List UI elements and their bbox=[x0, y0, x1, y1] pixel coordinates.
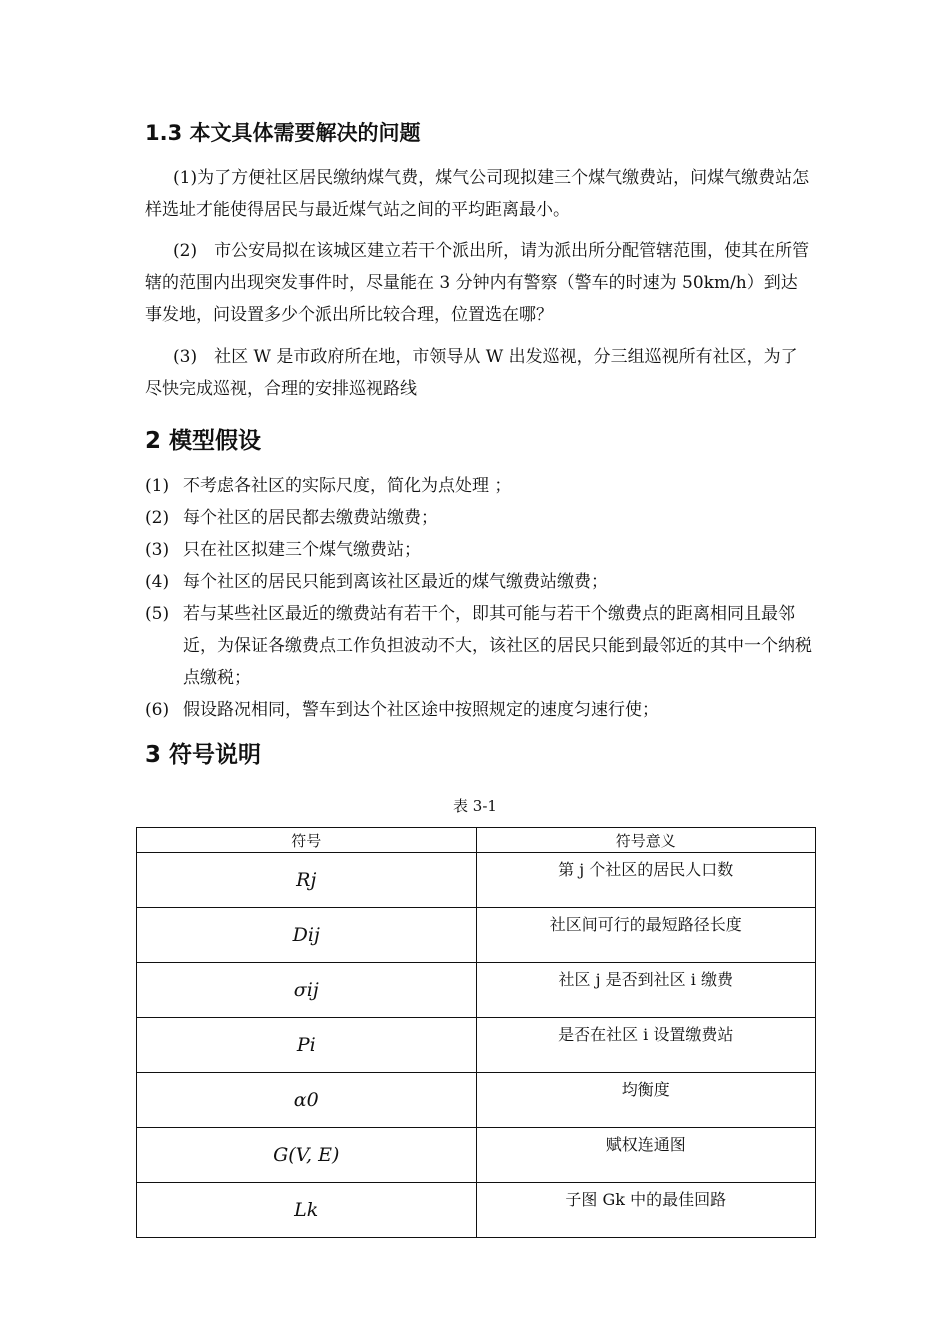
assumption-number: (2) bbox=[145, 508, 170, 528]
table-row bbox=[137, 963, 816, 1018]
assumption-item bbox=[145, 502, 813, 534]
symbol-cell: α0 bbox=[137, 1073, 477, 1128]
section-3-heading: 3 符号说明 bbox=[145, 742, 262, 768]
problem-paragraph-1 bbox=[145, 162, 813, 226]
problem-text-2: (2) 市公安局拟在该城区建立若干个派出所，请为派出所分配管辖范围，使其在所管辖的范围内出现突发事件时，尽量能在 3 分钟内有警察（警车的时速为 50km/h）到达事发地，问设置多少个派出所比较合理，位置选在哪？ bbox=[145, 241, 810, 325]
symbol-cell: σij bbox=[137, 963, 477, 1018]
assumption-text: 每个社区的居民都去缴费站缴费； bbox=[183, 508, 438, 528]
table-row bbox=[137, 1018, 816, 1073]
assumption-text: 每个社区的居民只能到离该社区最近的煤气缴费站缴费； bbox=[183, 572, 608, 592]
assumption-item bbox=[145, 694, 813, 726]
table-row bbox=[137, 1073, 816, 1128]
meaning-cell: 赋权连通图 bbox=[476, 1128, 816, 1183]
assumption-text: 只在社区拟建三个煤气缴费站； bbox=[183, 540, 421, 560]
assumption-item bbox=[145, 566, 813, 598]
problem-paragraph-3 bbox=[145, 341, 813, 405]
symbol-cell: Dij bbox=[137, 908, 477, 963]
assumption-list bbox=[145, 470, 813, 726]
section-2-heading: 2 模型假设 bbox=[145, 428, 262, 454]
assumption-item bbox=[145, 534, 813, 566]
assumption-number: (3) bbox=[145, 540, 170, 560]
table-row bbox=[137, 1183, 816, 1238]
meaning-cell: 是否在社区 i 设置缴费站 bbox=[476, 1018, 816, 1073]
meaning-cell: 社区 j 是否到社区 i 缴费 bbox=[476, 963, 816, 1018]
section-1-3-heading: 1.3 本文具体需要解决的问题 bbox=[145, 121, 421, 145]
meaning-cell: 社区间可行的最短路径长度 bbox=[476, 908, 816, 963]
meaning-cell: 第 j 个社区的居民人口数 bbox=[476, 853, 816, 908]
symbol-cell: Lk bbox=[137, 1183, 477, 1238]
problem-text-1: (1)为了方便社区居民缴纳煤气费，煤气公司现拟建三个煤气缴费站，问煤气缴费站怎样选址才能使得居民与最近煤气站之间的平均距离最小。 bbox=[145, 168, 810, 220]
assumption-number: (6) bbox=[145, 700, 170, 720]
assumption-item bbox=[145, 598, 813, 694]
symbol-cell: Pi bbox=[137, 1018, 477, 1073]
symbol-cell: Rj bbox=[137, 853, 477, 908]
problem-paragraph-2 bbox=[145, 235, 813, 331]
problem-text-3: (3) 社区 W 是市政府所在地，市领导从 W 出发巡视，分三组巡视所有社区，为了尽快完成巡视，合理的安排巡视路线 bbox=[145, 347, 798, 399]
assumption-text: 若与某些社区最近的缴费站有若干个，即其可能与若干个缴费点的距离相同且最邻近，为保证各缴费点工作负担波动不大，该社区的居民只能到最邻近的其中一个纳税点缴税； bbox=[183, 604, 812, 688]
assumption-number: (5) bbox=[145, 604, 170, 624]
assumption-item bbox=[145, 470, 813, 502]
column-header-meaning: 符号意义 bbox=[476, 828, 816, 853]
table-row bbox=[137, 853, 816, 908]
meaning-cell: 子图 Gk 中的最佳回路 bbox=[476, 1183, 816, 1238]
table-header-row bbox=[137, 828, 816, 853]
table-row bbox=[137, 908, 816, 963]
assumption-number: (1) bbox=[145, 476, 170, 496]
symbol-cell: G(V, E) bbox=[137, 1128, 477, 1183]
table-row bbox=[137, 1128, 816, 1183]
symbol-table bbox=[136, 827, 816, 1238]
assumption-number: (4) bbox=[145, 572, 170, 592]
table-caption: 表 3-1 bbox=[453, 797, 497, 815]
meaning-cell: 均衡度 bbox=[476, 1073, 816, 1128]
assumption-text: 不考虑各社区的实际尺度，简化为点处理 ； bbox=[183, 476, 512, 496]
assumption-text: 假设路况相同，警车到达个社区途中按照规定的速度匀速行使； bbox=[183, 700, 659, 720]
column-header-symbol: 符号 bbox=[137, 828, 477, 853]
